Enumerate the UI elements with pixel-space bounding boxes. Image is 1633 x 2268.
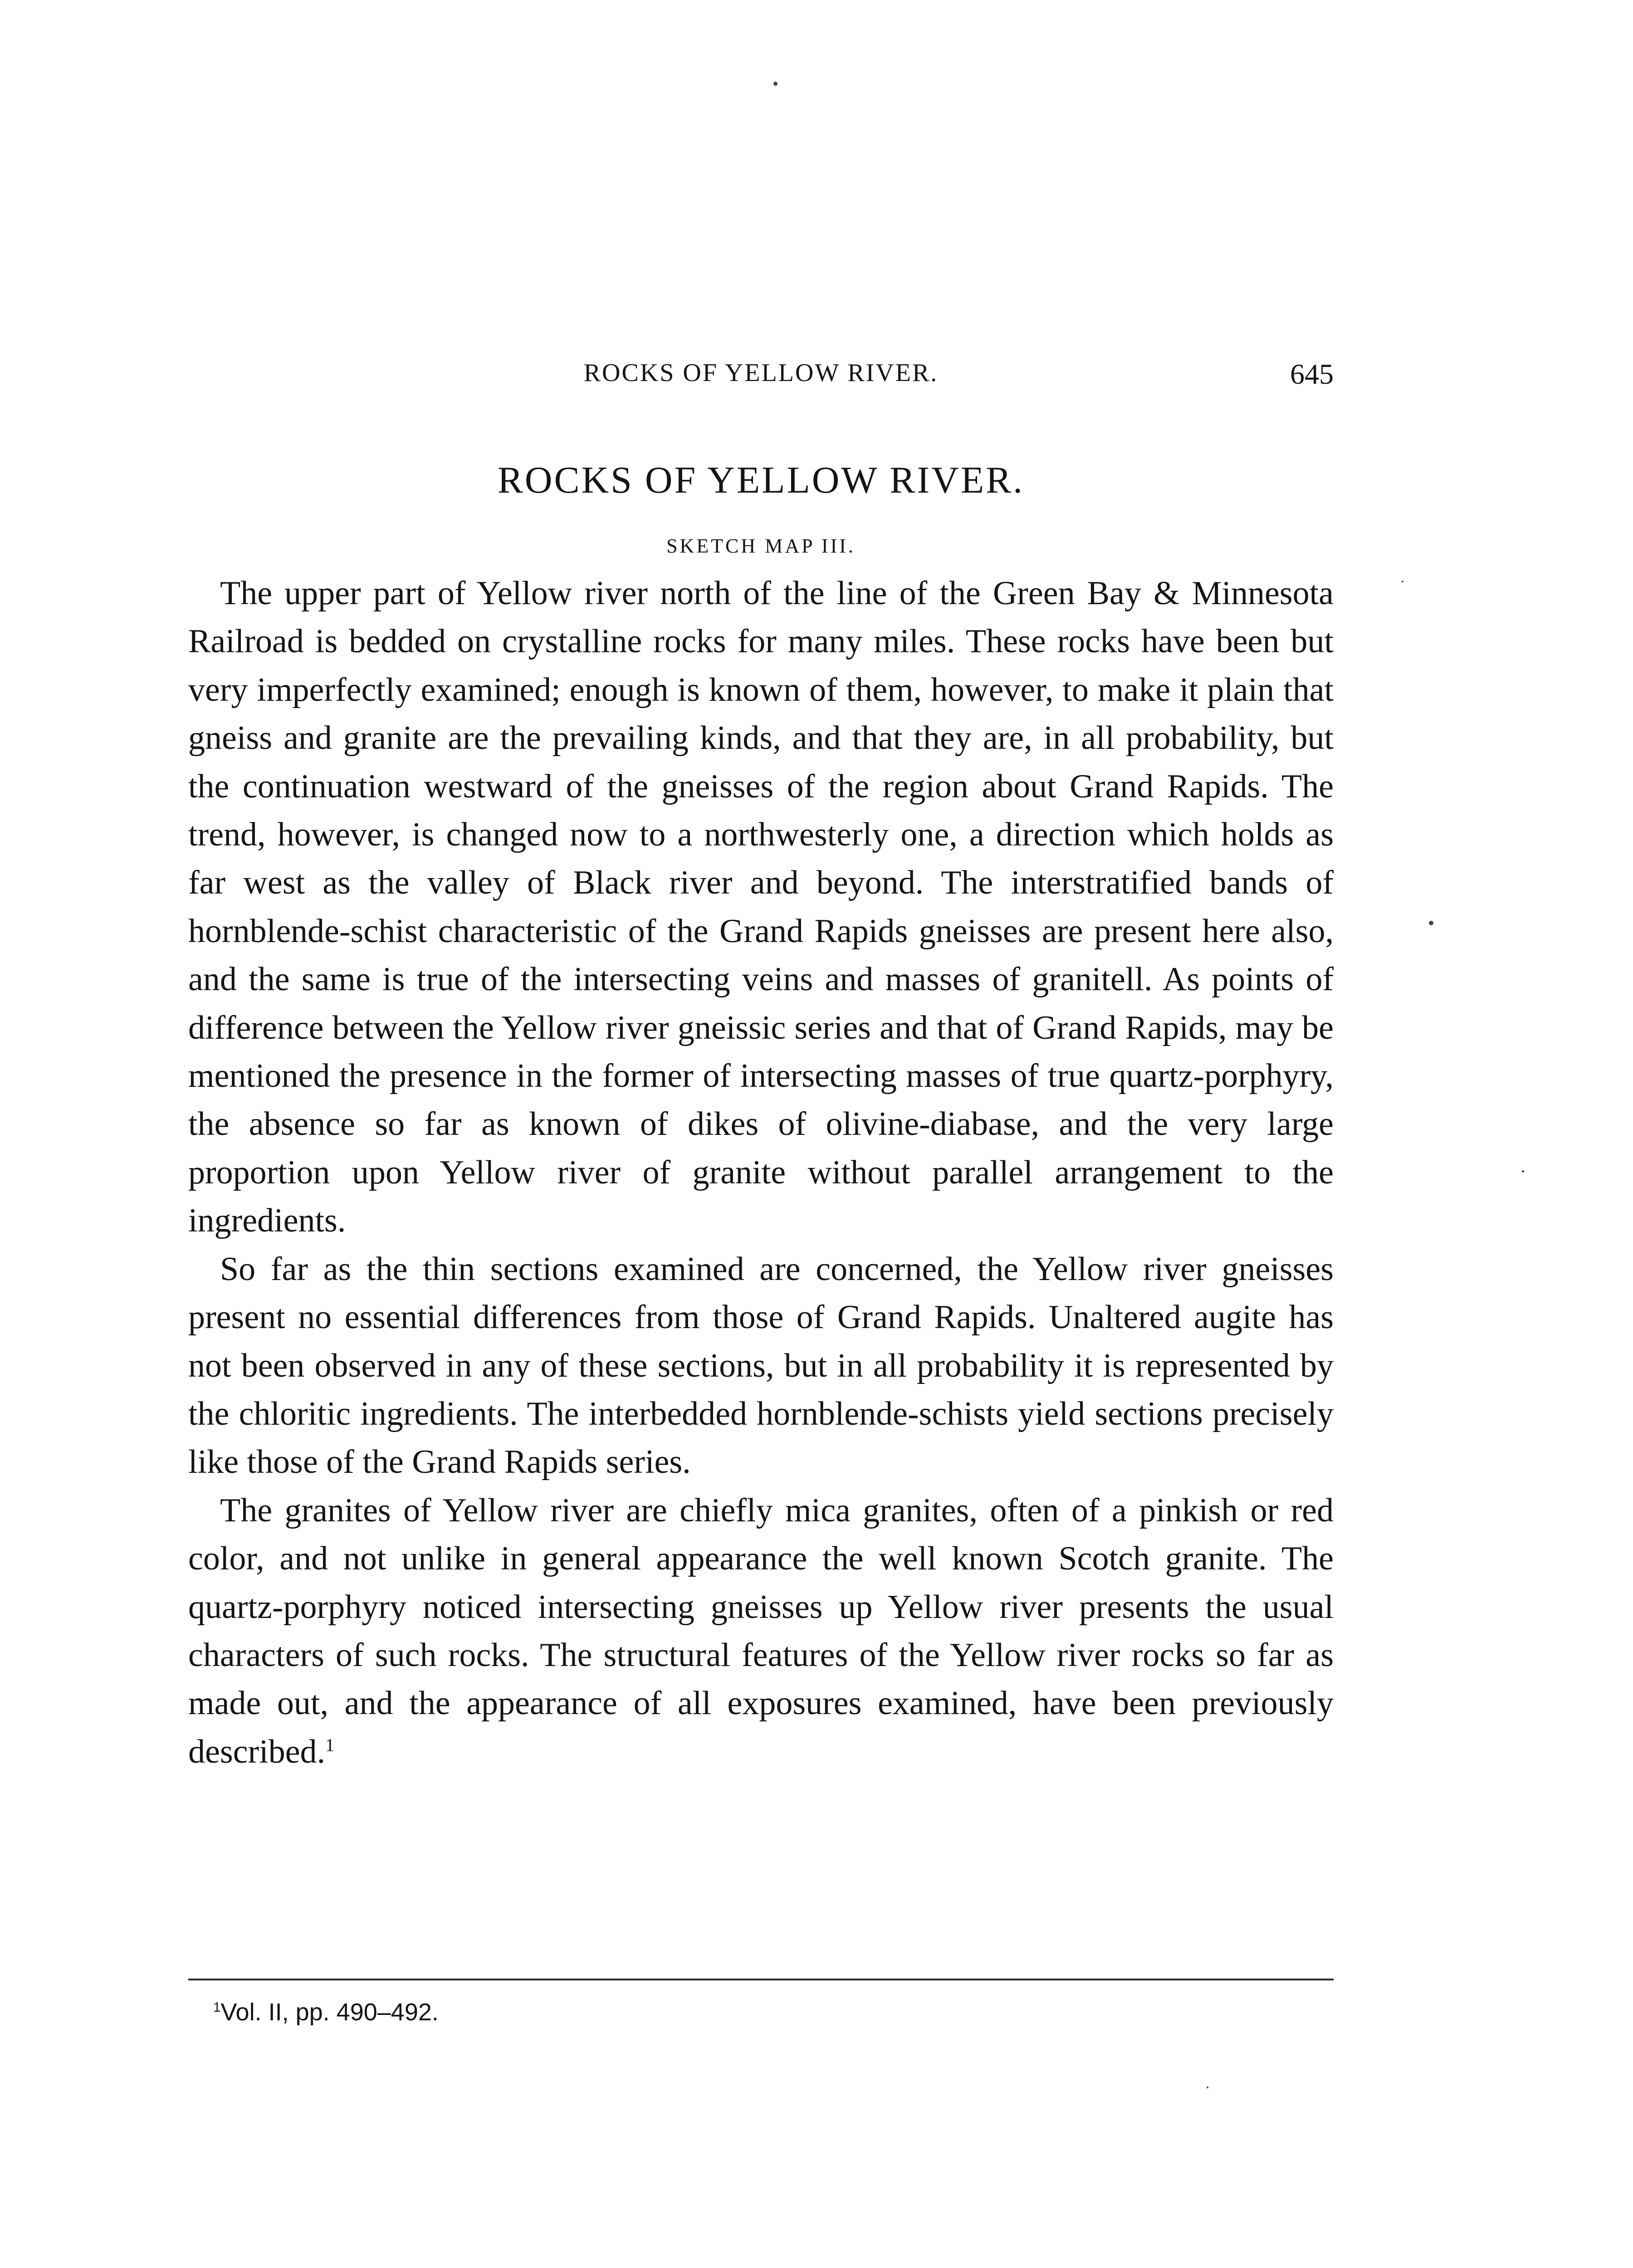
footnote-rule [188, 1979, 1334, 1980]
running-head-title: ROCKS OF YELLOW RIVER. [583, 359, 939, 387]
footnote [213, 1998, 439, 2026]
body-text [188, 569, 1334, 1776]
scan-speck [1402, 581, 1403, 582]
scan-speck [1429, 921, 1433, 925]
paragraph-3-text: The granites of Yellow river are chiefly mica granites, often of a pinkish or red color, and not unlike in general appearance the well known Scotch granite. The quartz-porphyry noticed intersecting gneisses up Yellow river presents the usual characters of such rocks. The structural features of the Yellow river rocks so far as made out, and the appearance of all exposures examined, have been previously described. [188, 1491, 1334, 1770]
paragraph-1: The upper part of Yellow river north of the line of the Green Bay & Minnesota Railroad is bedded on crystalline rocks for many miles. These rocks have been but very imperfectly examined; enough is known of them, however, to make it plain that gneiss and granite are the prevailing kinds, and that they are, in all probability, but the continuation westward of the gneisses of the region about Grand Rapids. The trend, however, is changed now to a northwesterly one, a direction which holds as far west as the valley of Black river and beyond. The interstratified bands of hornblende-schist characteristic of the Grand Rapids gneisses are present here also, and the same is true of the intersecting veins and masses of granitell. As points of difference between the Yellow river gneissic series and that of Grand Rapids, may be mentioned the presence in the former of intersecting masses of true quartz-porphyry, the absence so far as known of dikes of olivine-diabase, and the very large proportion upon Yellow river of granite without parallel arrangement to the ingredients. [188, 575, 1334, 1240]
running-head [188, 358, 1334, 399]
paragraph-3 [188, 1486, 1334, 1776]
section-title: ROCKS OF YELLOW RIVER. [497, 459, 1025, 501]
scan-speck [773, 82, 777, 86]
footnote-text: Vol. II, pp. 490–492. [220, 1999, 439, 2026]
page-number: 645 [1290, 358, 1334, 390]
footnote-reference: 1 [325, 1735, 335, 1755]
scan-speck [1207, 2087, 1208, 2088]
section-subtitle: SKETCH MAP III. [666, 535, 856, 557]
footnote-marker: 1 [213, 2000, 221, 2015]
paragraph-2: So far as the thin sections examined are concerned, the Yellow river gneisses present no essential differences from those of Grand Rapids. Unaltered augite has not been observed in any of these sections, but in all probability it is represented by the chloritic ingredients. The interbedded hornblende-schists yield sections precisely like those of the Grand Rapids series. [188, 1250, 1334, 1481]
scan-speck [1522, 1170, 1524, 1173]
